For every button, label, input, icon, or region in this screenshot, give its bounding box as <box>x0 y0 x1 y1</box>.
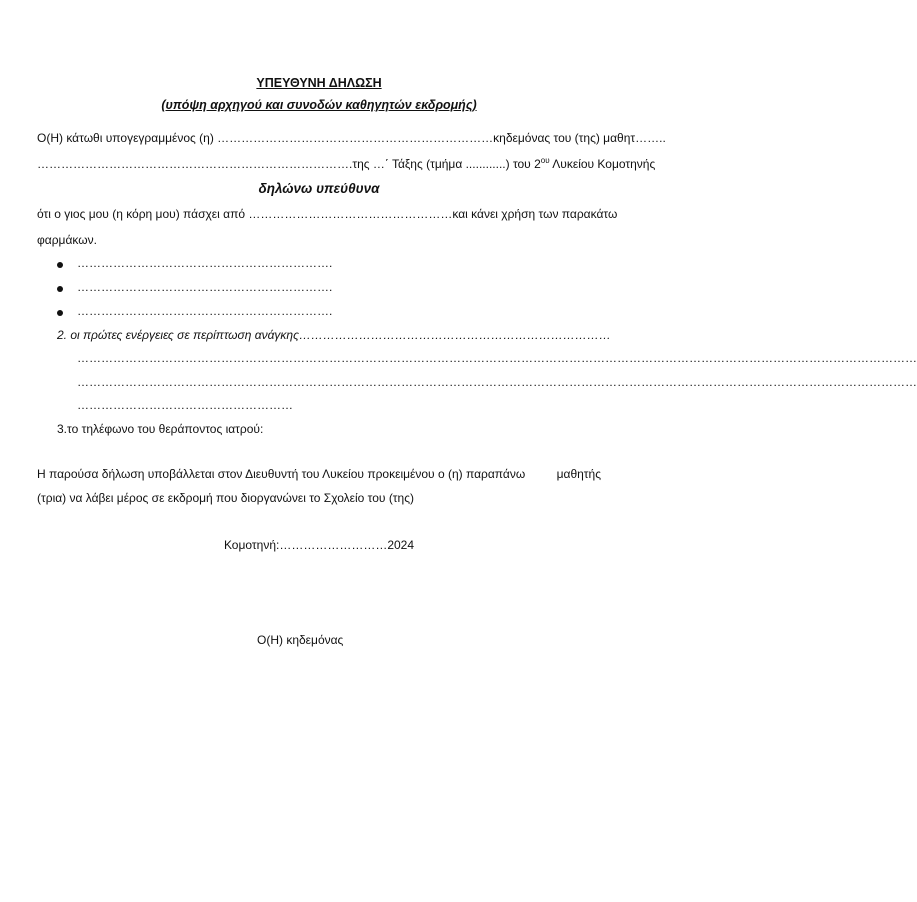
condition-blank: ότι ο γιος μου (η κόρη μου) πάσχει από …………………………………………… <box>37 207 453 221</box>
place-date: Κομοτηνή:………………………2024 <box>223 538 415 552</box>
medications-label: φαρμάκων. <box>37 233 97 247</box>
bullet-icon <box>57 310 63 316</box>
submission-text-a: Η παρούσα δήλωση υποβάλλεται στον Διευθυντή του Λυκείου προκειμένου ο (η) παραπάνω <box>37 467 526 481</box>
medication-blank-3: ………………………………………………………. <box>77 304 333 318</box>
student-class-line <box>37 156 656 171</box>
declaration-heading: δηλώνω υπεύθυνα <box>258 181 380 196</box>
guardian-line <box>37 131 666 145</box>
document-title: ΥΠΕΥΘΥΝΗ ΔΗΛΩΣΗ <box>256 76 382 90</box>
submission-paragraph-line1 <box>37 467 601 481</box>
bullet-icon <box>57 286 63 292</box>
guardian-name-blank: Ο(Η) κάτωθι υπογεγραμμένος (η) …………………………………………………………… <box>37 131 494 145</box>
submission-text-b: μαθητής <box>556 467 601 481</box>
first-aid-blank-2: ………………………………………………………………………………………………………………………………………………………………………………………… <box>77 375 917 389</box>
signature-label: Ο(Η) κηδεμόνας <box>257 633 344 647</box>
first-aid-blank-1: ………………………………………………………………………………………………………………………………………………………………………………………… <box>77 351 917 365</box>
ordinal-suffix: ου <box>540 156 550 165</box>
medication-blank-1: ………………………………………………………. <box>77 256 333 270</box>
document-subtitle: (υπόψη αρχηγού και συνοδών καθηγητών εκδρομής) <box>161 98 477 112</box>
school-name: Λυκείου Κομοτηνής <box>549 157 656 171</box>
medication-blank-2: ………………………………………………………. <box>77 280 333 294</box>
medication-intro: και κάνει χρήση των παρακάτω <box>452 207 618 221</box>
first-aid-line: 2. οι πρώτες ενέργειες σε περίπτωση ανάγκης…………………………………………………………………… <box>57 328 611 342</box>
first-aid-blank-3: ……………………………………………… <box>77 398 293 412</box>
guardian-role-text: κηδεμόνας του (της) μαθητ…….. <box>493 131 666 145</box>
bullet-icon <box>57 262 63 268</box>
submission-paragraph-line2: (τρια) να λάβει μέρος σε εκδρομή που διοργανώνει το Σχολείο του (της) <box>37 491 415 505</box>
doctor-phone-line: 3.το τηλέφωνο του θεράποντος ιατρού: <box>57 422 264 436</box>
condition-line <box>37 207 618 221</box>
student-class-text: …………………………………………………………………….της …΄ Τάξης (τμήμα ............) του 2 <box>37 157 541 171</box>
